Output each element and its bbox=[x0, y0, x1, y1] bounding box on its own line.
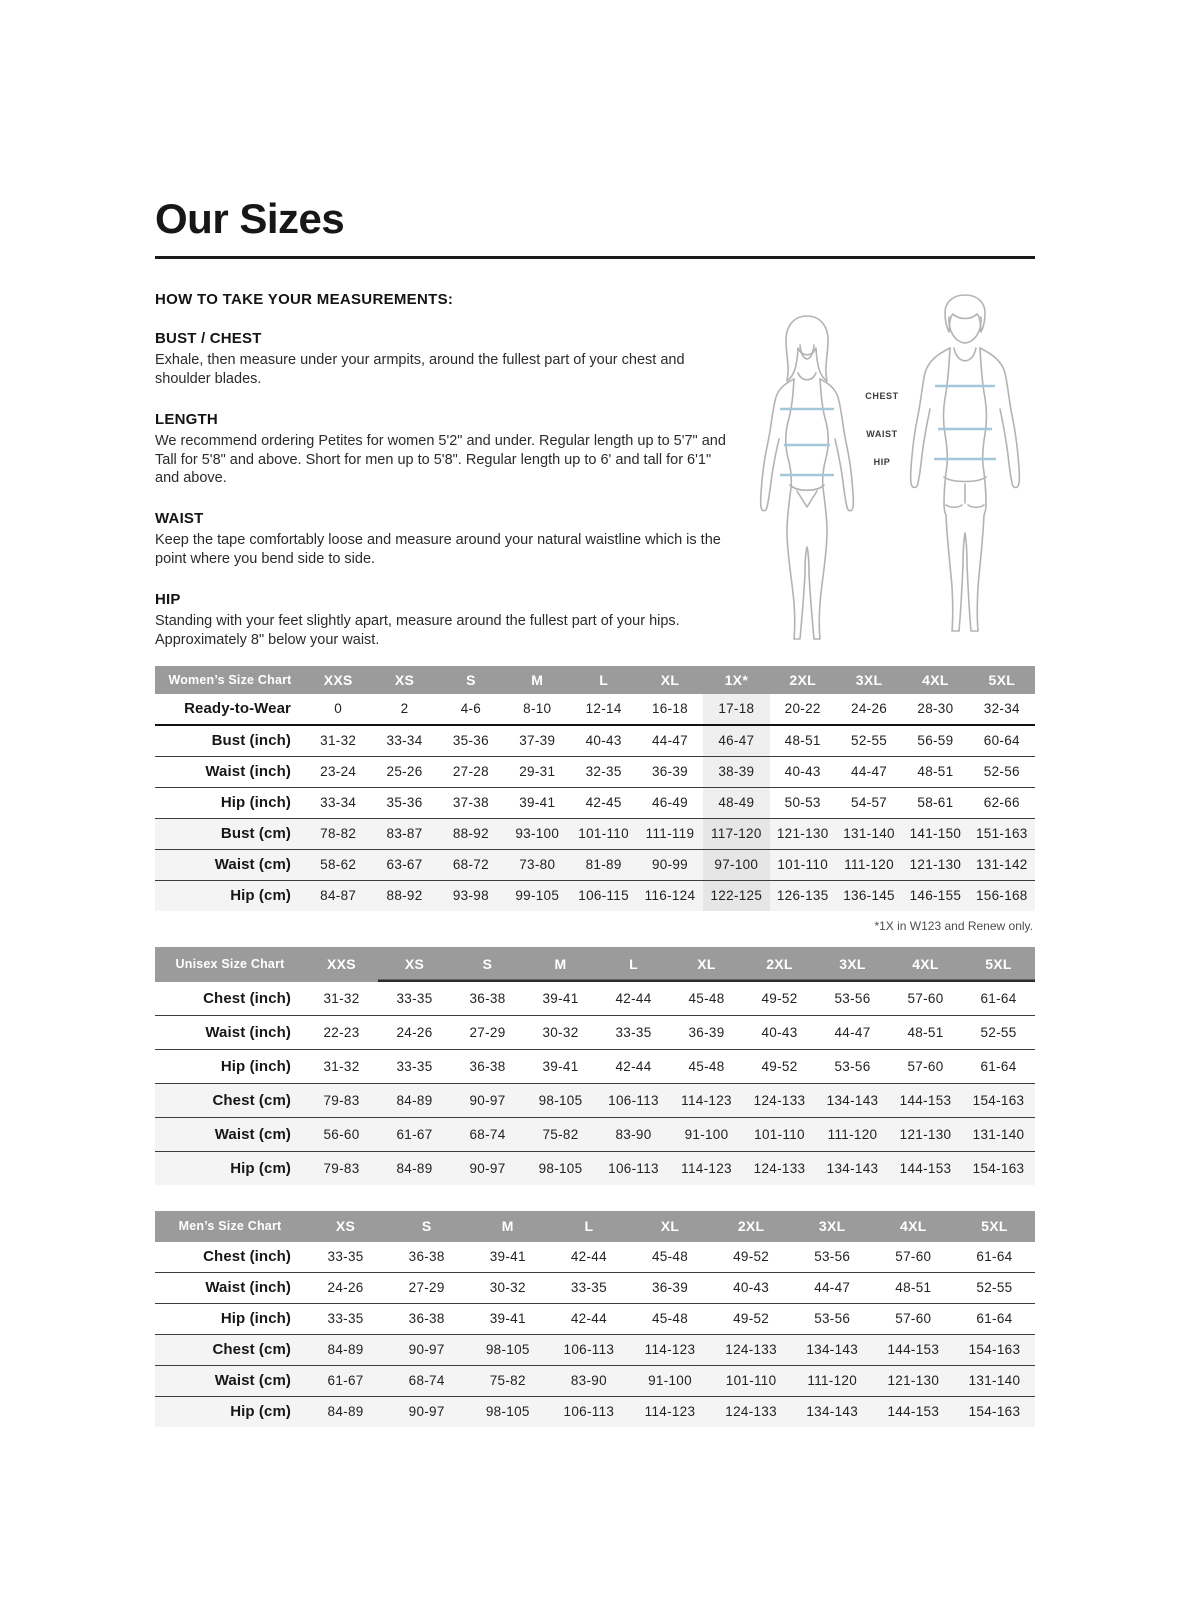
size-cell: 53-56 bbox=[834, 990, 871, 1006]
size-cell: 48-49 bbox=[703, 787, 769, 818]
table-row bbox=[155, 1334, 1035, 1365]
size-col-header: XL bbox=[629, 1211, 710, 1242]
size-cell: 84-89 bbox=[378, 1151, 451, 1185]
size-cell: 114-123 bbox=[629, 1396, 710, 1427]
size-table bbox=[155, 947, 1035, 1185]
section-body: Exhale, then measure under your armpits, around the fullest part of your chest and shoulder blades. bbox=[155, 352, 685, 387]
size-cell: 48-51 bbox=[770, 725, 836, 757]
section-title: LENGTH bbox=[155, 410, 218, 428]
size-cell: 126-135 bbox=[770, 880, 836, 911]
size-cell: 24-26 bbox=[851, 701, 888, 717]
size-cell: 45-48 bbox=[688, 990, 725, 1006]
size-cell: 42-44 bbox=[615, 990, 652, 1006]
size-cell: 101-110 bbox=[570, 818, 636, 849]
row-label: Ready-to-Wear bbox=[184, 700, 291, 718]
size-cell: 49-52 bbox=[711, 1303, 792, 1334]
size-cell: 146-155 bbox=[902, 880, 968, 911]
size-cell: 136-145 bbox=[836, 880, 902, 911]
size-cell: 57-60 bbox=[889, 1049, 962, 1083]
size-cell: 48-51 bbox=[902, 756, 968, 787]
female-figure-illustration bbox=[750, 311, 864, 643]
size-cell: 151-163 bbox=[969, 818, 1035, 849]
size-cell: 36-39 bbox=[670, 1015, 743, 1049]
size-col-header: 2XL bbox=[743, 947, 816, 982]
size-cell: 24-26 bbox=[378, 1015, 451, 1049]
size-cell: 53-56 bbox=[814, 1249, 851, 1265]
size-cell: 44-47 bbox=[836, 756, 902, 787]
size-cell: 27-29 bbox=[451, 1015, 524, 1049]
size-cell: 134-143 bbox=[816, 1083, 889, 1117]
size-cell: 117-120 bbox=[703, 818, 769, 849]
size-col-header: 3XL bbox=[792, 1211, 873, 1242]
size-cell: 36-38 bbox=[451, 1049, 524, 1083]
size-cell: 116-124 bbox=[637, 880, 703, 911]
table-title: Unisex Size Chart bbox=[155, 947, 305, 982]
size-cell: 90-99 bbox=[637, 849, 703, 880]
size-col-header: 1X* bbox=[703, 666, 769, 694]
size-col-header: S bbox=[386, 1211, 467, 1242]
row-label: Chest (inch) bbox=[203, 989, 291, 1007]
row-label: Chest (cm) bbox=[155, 1083, 305, 1117]
size-cell: 2 bbox=[400, 701, 409, 717]
size-cell: 39-41 bbox=[489, 1249, 526, 1265]
size-cell: 29-31 bbox=[504, 756, 570, 787]
table-row bbox=[155, 1083, 1035, 1117]
size-cell: 121-130 bbox=[902, 849, 968, 880]
size-cell: 48-51 bbox=[873, 1272, 954, 1303]
size-col-header: M bbox=[504, 666, 570, 694]
section-title: BUST / CHEST bbox=[155, 330, 262, 347]
size-cell: 36-39 bbox=[637, 756, 703, 787]
size-cell: 44-47 bbox=[637, 725, 703, 757]
table-row bbox=[155, 1049, 1035, 1083]
size-cell: 44-47 bbox=[792, 1272, 873, 1303]
size-cell: 49-52 bbox=[733, 1249, 770, 1265]
size-cell: 106-115 bbox=[570, 880, 636, 911]
size-cell: 83-90 bbox=[548, 1365, 629, 1396]
size-cell: 73-80 bbox=[504, 849, 570, 880]
row-label: Waist (inch) bbox=[155, 1015, 305, 1049]
size-cell: 106-113 bbox=[548, 1396, 629, 1427]
size-tables-area bbox=[155, 666, 1035, 1427]
size-cell: 57-60 bbox=[873, 1303, 954, 1334]
table-row bbox=[155, 982, 1035, 1016]
row-label: Waist (cm) bbox=[155, 849, 305, 880]
size-cell: 40-43 bbox=[711, 1272, 792, 1303]
row-label: Waist (cm) bbox=[155, 1117, 305, 1151]
section-length bbox=[155, 411, 730, 489]
size-cell: 33-35 bbox=[305, 1303, 386, 1334]
size-cell: 98-105 bbox=[467, 1334, 548, 1365]
size-cell: 32-34 bbox=[983, 701, 1020, 717]
size-cell: 33-35 bbox=[396, 990, 433, 1006]
size-cell: 141-150 bbox=[902, 818, 968, 849]
size-cell: 45-48 bbox=[629, 1303, 710, 1334]
size-cell: 106-113 bbox=[597, 1151, 670, 1185]
size-cell: 61-64 bbox=[962, 1049, 1035, 1083]
size-col-header: M bbox=[467, 1211, 548, 1242]
size-cell: 101-110 bbox=[711, 1365, 792, 1396]
measurement-figures bbox=[750, 291, 1030, 643]
size-cell: 121-130 bbox=[770, 818, 836, 849]
size-cell: 156-168 bbox=[969, 880, 1035, 911]
size-cell: 49-52 bbox=[743, 1049, 816, 1083]
size-cell: 27-29 bbox=[386, 1272, 467, 1303]
size-cell: 35-36 bbox=[438, 725, 504, 757]
section-body: We recommend ordering Petites for women 5'2" and under. Regular length up to 5'7" and Tall for 5'8" and above. Short for men up to 5'8". Regular length up to 6' and tall for 6'1" and above. bbox=[155, 432, 726, 487]
size-table bbox=[155, 666, 1035, 911]
size-cell: 84-89 bbox=[378, 1083, 451, 1117]
size-col-header: M bbox=[524, 947, 597, 982]
size-cell: 114-123 bbox=[670, 1083, 743, 1117]
size-cell: 45-48 bbox=[670, 1049, 743, 1083]
row-label: Hip (cm) bbox=[155, 1151, 305, 1185]
measurements-heading: HOW TO TAKE YOUR MEASUREMENTS: bbox=[155, 291, 454, 308]
size-cell: 131-140 bbox=[954, 1365, 1035, 1396]
size-cell: 49-52 bbox=[761, 990, 798, 1006]
size-cell: 106-113 bbox=[548, 1334, 629, 1365]
size-cell: 144-153 bbox=[873, 1334, 954, 1365]
size-cell: 52-55 bbox=[954, 1272, 1035, 1303]
size-cell: 52-55 bbox=[962, 1015, 1035, 1049]
size-cell: 124-133 bbox=[743, 1083, 816, 1117]
section-waist bbox=[155, 510, 730, 569]
size-cell: 79-83 bbox=[305, 1151, 378, 1185]
size-cell: 111-120 bbox=[836, 849, 902, 880]
size-cell: 84-89 bbox=[305, 1334, 386, 1365]
size-cell: 0 bbox=[334, 701, 343, 717]
size-col-header: L bbox=[597, 947, 670, 982]
measurements-text bbox=[155, 291, 730, 650]
size-cell: 20-22 bbox=[784, 701, 821, 717]
size-cell: 42-44 bbox=[597, 1049, 670, 1083]
size-col-header: L bbox=[548, 1211, 629, 1242]
size-cell: 106-113 bbox=[597, 1083, 670, 1117]
size-cell: 101-110 bbox=[770, 849, 836, 880]
size-cell: 111-120 bbox=[792, 1365, 873, 1396]
size-cell: 33-35 bbox=[548, 1272, 629, 1303]
size-cell: 30-32 bbox=[524, 1015, 597, 1049]
size-cell: 46-49 bbox=[637, 787, 703, 818]
size-cell: 98-105 bbox=[467, 1396, 548, 1427]
size-col-header: XXS bbox=[305, 666, 371, 694]
size-col-header: 4XL bbox=[902, 666, 968, 694]
size-col-header: S bbox=[438, 666, 504, 694]
table-row bbox=[155, 1151, 1035, 1185]
figure-label-chest: CHEST bbox=[865, 391, 899, 401]
size-cell: 54-57 bbox=[836, 787, 902, 818]
size-cell: 61-67 bbox=[378, 1117, 451, 1151]
size-cell: 111-120 bbox=[816, 1117, 889, 1151]
page-title: Our Sizes bbox=[155, 195, 345, 242]
table-row bbox=[155, 1242, 1035, 1273]
size-cell: 48-51 bbox=[889, 1015, 962, 1049]
size-cell: 33-34 bbox=[305, 787, 371, 818]
size-col-header: 3XL bbox=[816, 947, 889, 982]
size-cell: 93-98 bbox=[438, 880, 504, 911]
size-cell: 22-23 bbox=[305, 1015, 378, 1049]
mens-size-table bbox=[155, 1211, 1035, 1427]
size-cell: 56-59 bbox=[902, 725, 968, 757]
size-col-header: 4XL bbox=[889, 947, 962, 982]
size-cell: 93-100 bbox=[504, 818, 570, 849]
size-cell: 79-83 bbox=[305, 1083, 378, 1117]
size-cell: 50-53 bbox=[770, 787, 836, 818]
size-cell: 36-38 bbox=[386, 1303, 467, 1334]
size-cell: 53-56 bbox=[792, 1303, 873, 1334]
size-cell: 53-56 bbox=[816, 1049, 889, 1083]
size-cell: 61-64 bbox=[980, 990, 1017, 1006]
size-cell: 40-43 bbox=[570, 725, 636, 757]
size-cell: 98-105 bbox=[524, 1083, 597, 1117]
size-cell: 131-140 bbox=[962, 1117, 1035, 1151]
row-label: Bust (cm) bbox=[155, 818, 305, 849]
size-cell: 23-24 bbox=[305, 756, 371, 787]
size-cell: 33-35 bbox=[378, 1049, 451, 1083]
size-cell: 37-39 bbox=[504, 725, 570, 757]
womens-table-footnote: *1X in W123 and Renew only. bbox=[874, 918, 1033, 933]
size-cell: 31-32 bbox=[305, 1049, 378, 1083]
size-cell: 68-74 bbox=[451, 1117, 524, 1151]
size-cell: 121-130 bbox=[889, 1117, 962, 1151]
size-cell: 122-125 bbox=[703, 880, 769, 911]
size-cell: 121-130 bbox=[873, 1365, 954, 1396]
size-cell: 36-38 bbox=[408, 1249, 445, 1265]
size-cell: 33-35 bbox=[597, 1015, 670, 1049]
size-cell: 39-41 bbox=[504, 787, 570, 818]
size-cell: 17-18 bbox=[703, 694, 769, 725]
size-cell: 144-153 bbox=[889, 1083, 962, 1117]
size-col-header: XL bbox=[637, 666, 703, 694]
size-col-header: 5XL bbox=[962, 947, 1035, 982]
row-label: Waist (cm) bbox=[155, 1365, 305, 1396]
size-cell: 134-143 bbox=[792, 1334, 873, 1365]
table-row bbox=[155, 1365, 1035, 1396]
size-cell: 31-32 bbox=[305, 725, 371, 757]
figure-label-hip: HIP bbox=[873, 457, 891, 467]
size-cell: 91-100 bbox=[670, 1117, 743, 1151]
size-cell: 44-47 bbox=[816, 1015, 889, 1049]
size-cell: 61-64 bbox=[954, 1303, 1035, 1334]
row-label: Hip (inch) bbox=[155, 1303, 305, 1334]
table-row bbox=[155, 849, 1035, 880]
size-cell: 90-97 bbox=[451, 1151, 524, 1185]
section-bust-chest bbox=[155, 330, 730, 389]
size-cell: 42-44 bbox=[548, 1303, 629, 1334]
size-cell: 88-92 bbox=[371, 880, 437, 911]
size-col-header: XL bbox=[670, 947, 743, 982]
size-cell: 37-38 bbox=[438, 787, 504, 818]
size-cell: 60-64 bbox=[969, 725, 1035, 757]
size-cell: 83-87 bbox=[371, 818, 437, 849]
size-cell: 35-36 bbox=[371, 787, 437, 818]
size-cell: 36-38 bbox=[469, 990, 506, 1006]
size-cell: 75-82 bbox=[467, 1365, 548, 1396]
size-cell: 131-142 bbox=[969, 849, 1035, 880]
row-label: Chest (inch) bbox=[203, 1248, 291, 1266]
size-cell: 75-82 bbox=[524, 1117, 597, 1151]
size-cell: 78-82 bbox=[305, 818, 371, 849]
size-col-header: 2XL bbox=[711, 1211, 792, 1242]
size-cell: 83-90 bbox=[597, 1117, 670, 1151]
size-cell: 39-41 bbox=[467, 1303, 548, 1334]
size-cell: 33-34 bbox=[371, 725, 437, 757]
row-label: Waist (inch) bbox=[155, 756, 305, 787]
size-cell: 57-60 bbox=[895, 1249, 932, 1265]
row-label: Hip (inch) bbox=[155, 787, 305, 818]
size-cell: 134-143 bbox=[816, 1151, 889, 1185]
size-col-header: XS bbox=[371, 666, 437, 694]
size-col-header: 2XL bbox=[770, 666, 836, 694]
size-cell: 84-87 bbox=[305, 880, 371, 911]
male-figure-illustration bbox=[900, 291, 1030, 643]
size-cell: 90-97 bbox=[386, 1396, 467, 1427]
size-cell: 91-100 bbox=[629, 1365, 710, 1396]
row-label: Hip (inch) bbox=[155, 1049, 305, 1083]
section-body: Standing with your feet slightly apart, measure around the fullest part of your hips. Approximately 8" below your waist. bbox=[155, 612, 680, 648]
size-cell: 28-30 bbox=[917, 701, 954, 717]
size-cell: 68-72 bbox=[438, 849, 504, 880]
size-cell: 124-133 bbox=[711, 1334, 792, 1365]
table-row bbox=[155, 725, 1035, 757]
womens-size-table bbox=[155, 666, 1035, 911]
size-cell: 25-26 bbox=[371, 756, 437, 787]
size-col-header: 3XL bbox=[836, 666, 902, 694]
size-cell: 4-6 bbox=[460, 701, 482, 717]
size-cell: 24-26 bbox=[305, 1272, 386, 1303]
size-cell: 56-60 bbox=[305, 1117, 378, 1151]
size-cell: 39-41 bbox=[542, 990, 579, 1006]
size-cell: 111-119 bbox=[637, 818, 703, 849]
size-col-header: XXS bbox=[305, 947, 378, 982]
size-cell: 46-47 bbox=[703, 725, 769, 757]
size-cell: 38-39 bbox=[703, 756, 769, 787]
size-cell: 88-92 bbox=[438, 818, 504, 849]
size-cell: 68-74 bbox=[386, 1365, 467, 1396]
unisex-size-table bbox=[155, 947, 1035, 1185]
size-cell: 134-143 bbox=[792, 1396, 873, 1427]
row-label: Bust (inch) bbox=[155, 725, 305, 757]
size-cell: 154-163 bbox=[962, 1083, 1035, 1117]
size-col-header: XS bbox=[305, 1211, 386, 1242]
table-row bbox=[155, 756, 1035, 787]
size-col-header: 4XL bbox=[873, 1211, 954, 1242]
size-cell: 61-64 bbox=[976, 1249, 1013, 1265]
size-cell: 52-55 bbox=[836, 725, 902, 757]
table-row bbox=[155, 787, 1035, 818]
size-cell: 101-110 bbox=[743, 1117, 816, 1151]
size-cell: 97-100 bbox=[703, 849, 769, 880]
row-label: Chest (cm) bbox=[155, 1334, 305, 1365]
size-cell: 61-67 bbox=[305, 1365, 386, 1396]
size-cell: 36-39 bbox=[629, 1272, 710, 1303]
size-table bbox=[155, 1211, 1035, 1427]
size-cell: 98-105 bbox=[524, 1151, 597, 1185]
size-cell: 58-61 bbox=[902, 787, 968, 818]
size-cell: 40-43 bbox=[743, 1015, 816, 1049]
size-cell: 90-97 bbox=[451, 1083, 524, 1117]
size-cell: 114-123 bbox=[629, 1334, 710, 1365]
size-cell: 12-14 bbox=[585, 701, 622, 717]
row-label: Hip (cm) bbox=[155, 880, 305, 911]
row-label: Waist (inch) bbox=[155, 1272, 305, 1303]
size-cell: 124-133 bbox=[743, 1151, 816, 1185]
section-hip bbox=[155, 591, 730, 650]
size-cell: 40-43 bbox=[770, 756, 836, 787]
size-cell: 90-97 bbox=[386, 1334, 467, 1365]
size-cell: 63-67 bbox=[371, 849, 437, 880]
size-cell: 99-105 bbox=[504, 880, 570, 911]
size-cell: 57-60 bbox=[907, 990, 944, 1006]
size-cell: 124-133 bbox=[711, 1396, 792, 1427]
table-title: Men’s Size Chart bbox=[155, 1211, 305, 1242]
size-cell: 42-44 bbox=[570, 1249, 607, 1265]
table-row bbox=[155, 1272, 1035, 1303]
size-cell: 62-66 bbox=[969, 787, 1035, 818]
table-row bbox=[155, 1117, 1035, 1151]
size-cell: 114-123 bbox=[670, 1151, 743, 1185]
size-cell: 84-89 bbox=[305, 1396, 386, 1427]
size-cell: 144-153 bbox=[873, 1396, 954, 1427]
size-cell: 8-10 bbox=[523, 701, 552, 717]
spacer bbox=[155, 1185, 1035, 1211]
table-row bbox=[155, 1303, 1035, 1334]
section-title: WAIST bbox=[155, 510, 204, 528]
size-col-header: S bbox=[451, 947, 524, 982]
size-col-header: 5XL bbox=[954, 1211, 1035, 1242]
size-cell: 154-163 bbox=[954, 1396, 1035, 1427]
size-cell: 33-35 bbox=[327, 1249, 364, 1265]
section-body: Keep the tape comfortably loose and measure around your natural waistline which is the point where you bend side to side. bbox=[155, 532, 721, 568]
size-cell: 31-32 bbox=[323, 990, 360, 1006]
size-cell: 30-32 bbox=[467, 1272, 548, 1303]
size-cell: 16-18 bbox=[651, 701, 688, 717]
figure-label-waist: WAIST bbox=[866, 429, 898, 439]
size-cell: 45-48 bbox=[651, 1249, 688, 1265]
size-cell: 154-163 bbox=[962, 1151, 1035, 1185]
table-row bbox=[155, 818, 1035, 849]
table-row bbox=[155, 694, 1035, 725]
figure-labels bbox=[864, 291, 900, 643]
table-title: Women’s Size Chart bbox=[155, 666, 305, 694]
size-col-header: L bbox=[570, 666, 636, 694]
table-row bbox=[155, 1396, 1035, 1427]
title-divider bbox=[155, 256, 1035, 259]
table-row bbox=[155, 1015, 1035, 1049]
size-cell: 27-28 bbox=[438, 756, 504, 787]
measurements-section bbox=[155, 291, 1035, 650]
size-cell: 32-35 bbox=[570, 756, 636, 787]
section-title: HIP bbox=[155, 590, 181, 608]
size-cell: 154-163 bbox=[954, 1334, 1035, 1365]
size-cell: 131-140 bbox=[836, 818, 902, 849]
size-cell: 58-62 bbox=[305, 849, 371, 880]
size-cell: 81-89 bbox=[570, 849, 636, 880]
size-cell: 52-56 bbox=[969, 756, 1035, 787]
row-label: Hip (cm) bbox=[155, 1396, 305, 1427]
size-cell: 144-153 bbox=[889, 1151, 962, 1185]
size-cell: 42-45 bbox=[570, 787, 636, 818]
table-row bbox=[155, 880, 1035, 911]
size-cell: 39-41 bbox=[524, 1049, 597, 1083]
size-col-header: 5XL bbox=[969, 666, 1035, 694]
size-col-header: XS bbox=[378, 947, 451, 982]
